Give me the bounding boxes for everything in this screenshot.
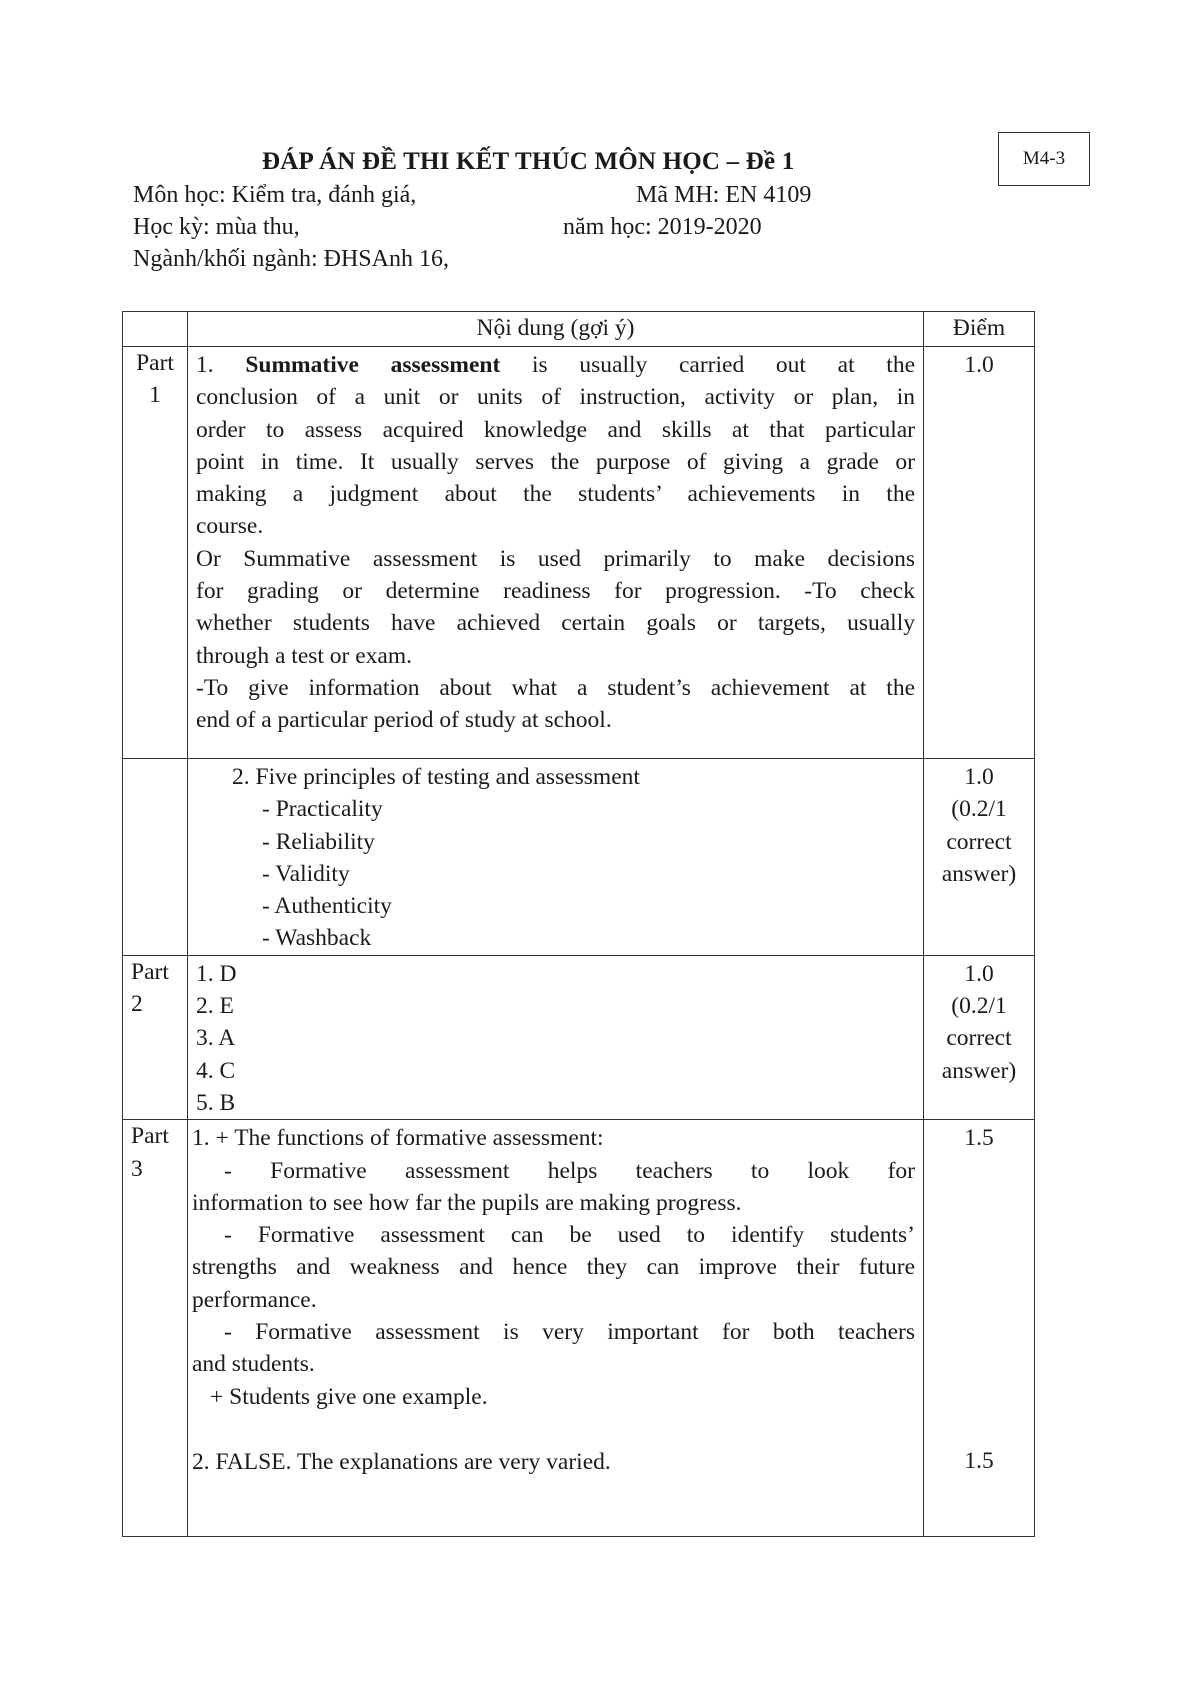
semester-line: Học kỳ: mùa thu, <box>133 214 300 240</box>
score-note: answer) <box>941 860 1017 887</box>
table-row <box>123 1120 1035 1537</box>
answer-item: 3. A <box>196 1025 236 1052</box>
document-title: ĐÁP ÁN ĐỀ THI KẾT THÚC MÔN HỌC – Đề 1 <box>262 148 795 175</box>
part-word: Part <box>131 958 169 985</box>
q1-first-rest: is usually carried out at the <box>532 352 916 378</box>
score-cell <box>924 1120 1035 1537</box>
spacer <box>924 1155 1034 1445</box>
major-line: Ngành/khối ngành: ĐHSAnh 16, <box>133 246 449 272</box>
q2-heading: 2. Five principles of testing and assessment <box>232 764 640 790</box>
content-line: - Formative assessment helps teachers to look for <box>224 1157 915 1184</box>
part1-q2-content <box>188 759 924 956</box>
score-note: (0.2/1 <box>951 993 1007 1020</box>
content-line: and students. <box>192 1351 315 1378</box>
score-cell: 1.0 <box>924 347 1035 759</box>
content-line: course. <box>196 513 264 540</box>
content-line: strengths and weakness and hence they can improve their future <box>192 1254 915 1281</box>
header-score: Điểm <box>924 312 1035 347</box>
part3-content <box>188 1120 924 1537</box>
part-label-empty <box>123 759 188 956</box>
principle-item: - Washback <box>262 925 372 952</box>
answer-item: 1. D <box>196 960 237 987</box>
part-word: Part <box>136 350 174 376</box>
answer-item: 2. E <box>196 993 234 1020</box>
content-line: for grading or determine readiness for progression. -To check <box>196 578 915 605</box>
school-year-line: năm học: 2019-2020 <box>563 214 762 240</box>
part2-content <box>188 955 924 1119</box>
q2-answer: 2. FALSE. The explanations are very varied. <box>192 1448 611 1475</box>
answer-item: 5. B <box>196 1089 236 1116</box>
part1-q1-content <box>188 347 924 759</box>
content-line: performance. <box>192 1286 317 1313</box>
content-line: -To give information about what a student’s achievement at the <box>196 674 915 701</box>
document-code-box <box>998 132 1090 186</box>
content-line: point in time. It usually serves the purpose of giving a grade or <box>196 448 915 475</box>
principle-item: - Reliability <box>262 828 375 855</box>
content-line: through a test or exam. <box>196 642 413 669</box>
score-cell <box>924 955 1035 1119</box>
content-line: making a judgment about the students’ achievements in the <box>196 481 915 508</box>
content-line: order to assess acquired knowledge and skills at that particular <box>196 416 915 443</box>
content-line: information to see how far the pupils are making progress. <box>192 1189 742 1216</box>
q1-number: 1. <box>196 352 214 378</box>
subject-line: Môn học: Kiểm tra, đánh giá, <box>133 182 417 208</box>
score-value: 1.5 <box>964 1125 994 1152</box>
part-number: 1 <box>149 382 161 409</box>
part-label <box>123 955 188 1119</box>
score-value: 1.0 <box>964 960 994 987</box>
content-line: Or Summative assessment is used primarily to make decisions <box>196 545 915 572</box>
table-row <box>123 759 1035 956</box>
spacer <box>192 1413 915 1446</box>
principle-item: - Practicality <box>262 796 383 823</box>
score-note: answer) <box>941 1057 1017 1084</box>
table-row <box>123 347 1035 759</box>
principle-item: - Authenticity <box>262 893 392 920</box>
part-number: 3 <box>131 1155 143 1182</box>
score-cell <box>924 759 1035 956</box>
content-line: - Formative assessment is very important for both teachers <box>224 1319 915 1346</box>
score-value: 1.0 <box>964 764 994 790</box>
q1-heading: 1. + The functions of formative assessment: <box>192 1125 604 1152</box>
table-row <box>123 955 1035 1119</box>
part-word: Part <box>131 1123 169 1150</box>
document-code: M4-3 <box>1022 148 1066 169</box>
q1-first-line <box>196 349 915 381</box>
score-value: 1.5 <box>964 1447 994 1474</box>
content-line: end of a particular period of study at school. <box>196 707 612 734</box>
content-line: conclusion of a unit or units of instruction, activity or plan, in <box>196 384 915 411</box>
course-code-line: Mã MH: EN 4109 <box>636 182 812 208</box>
content-line: whether students have achieved certain goals or targets, usually <box>196 610 915 637</box>
answer-item: 4. C <box>196 1057 236 1084</box>
part-label <box>123 347 188 759</box>
score-note: (0.2/1 <box>951 796 1007 823</box>
header-content: Nội dung (gợi ý) <box>188 312 924 347</box>
table-header-row <box>123 312 1035 347</box>
principle-item: - Validity <box>262 860 350 887</box>
example-note: + Students give one example. <box>210 1383 488 1410</box>
header-part <box>123 312 188 347</box>
q1-term: Summative assessment <box>245 352 501 378</box>
score-note: correct <box>946 1025 1012 1052</box>
part-number: 2 <box>131 991 143 1018</box>
content-line: - Formative assessment can be used to identify students’ <box>224 1222 915 1249</box>
score-note: correct <box>946 828 1012 855</box>
part-label <box>123 1120 188 1537</box>
answer-table <box>122 311 1035 1537</box>
